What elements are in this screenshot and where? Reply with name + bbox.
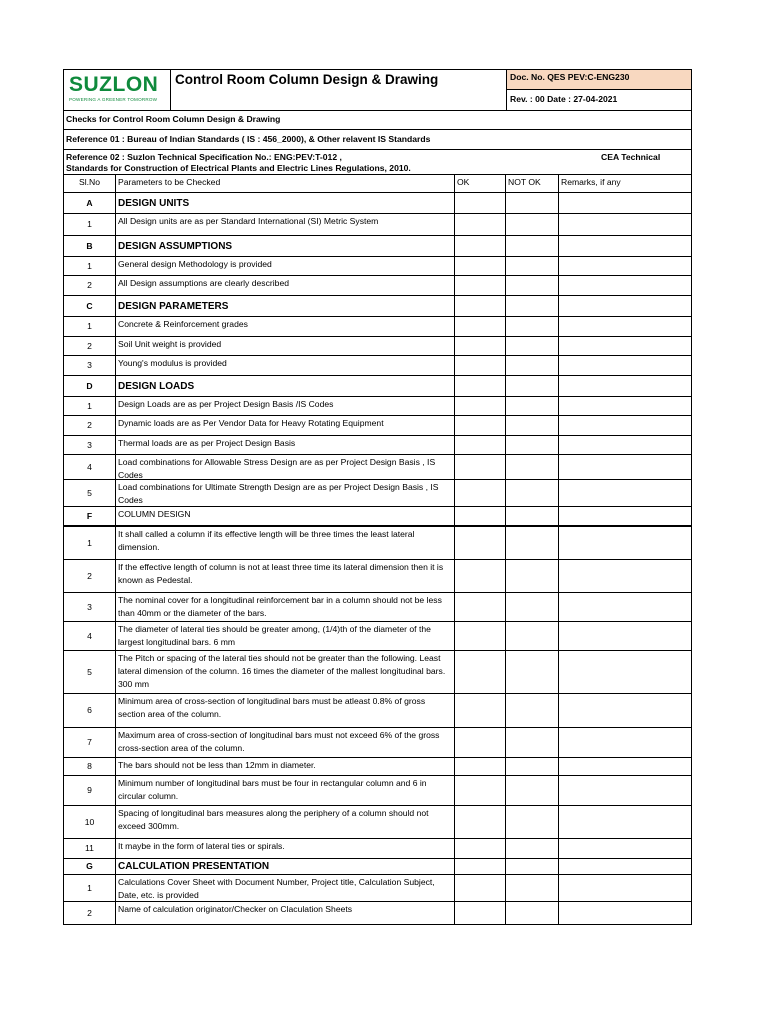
row-number: 4 <box>64 622 116 650</box>
table-row <box>63 902 692 925</box>
remarks-cell[interactable] <box>559 317 691 336</box>
table-row <box>63 839 692 859</box>
table-header-row <box>63 175 692 193</box>
row-number: 9 <box>64 776 116 805</box>
parameter-text: It maybe in the form of lateral ties or spirals. <box>116 839 455 858</box>
remarks-cell[interactable] <box>559 902 691 924</box>
remarks-cell[interactable] <box>559 694 691 727</box>
row-number: 1 <box>64 317 116 336</box>
not-ok-cell[interactable] <box>506 356 559 375</box>
not-ok-cell[interactable] <box>506 758 559 775</box>
not-ok-cell[interactable] <box>506 397 559 415</box>
table-row <box>63 593 692 622</box>
reference-01: Reference 01 : Bureau of Indian Standards ( IS : 456_2000), & Other relavent IS Standards <box>66 134 431 144</box>
row-number: 2 <box>64 337 116 355</box>
ok-cell[interactable] <box>455 728 506 757</box>
row-number: 1 <box>64 875 116 901</box>
ok-cell[interactable] <box>455 507 506 525</box>
row-number: 6 <box>64 694 116 727</box>
not-ok-cell[interactable] <box>506 193 559 213</box>
parameter-text: Calculations Cover Sheet with Document Number, Project title, Calculation Subject, Date, etc. is provided <box>116 875 455 901</box>
ok-cell[interactable] <box>455 593 506 621</box>
parameter-text: If the effective length of column is not at least three time its lateral dimension then it is known as Pedestal. <box>116 560 455 592</box>
parameter-text: Load combinations for Ultimate Strength Design are as per Project Design Basis , IS Codes <box>116 480 455 506</box>
ok-cell[interactable] <box>455 902 506 924</box>
ok-cell[interactable] <box>455 317 506 336</box>
reference-02-line1: Reference 02 : Suzlon Technical Specification No.: ENG:PEV:T-012 , <box>66 152 342 162</box>
not-ok-cell[interactable] <box>506 694 559 727</box>
row-number: 7 <box>64 728 116 757</box>
row-number: 2 <box>64 416 116 435</box>
not-ok-cell[interactable] <box>506 560 559 592</box>
not-ok-cell[interactable] <box>506 337 559 355</box>
parameter-text: Spacing of longitudinal bars measures along the periphery of a column should not exceed 300mm. <box>116 806 455 838</box>
not-ok-cell[interactable] <box>506 296 559 316</box>
parameter-text: The Pitch or spacing of the lateral ties should not be greater than the following. Least lateral dimension of the column. 16 times the diameter of the mallest longitudinal bars. 300 mm <box>116 651 455 693</box>
col-header-ok: OK <box>455 175 506 192</box>
row-number: 2 <box>64 276 116 295</box>
remarks-cell[interactable] <box>559 728 691 757</box>
table-row <box>63 758 692 776</box>
table-row <box>63 875 692 902</box>
parameter-text: All Design assumptions are clearly described <box>116 276 455 295</box>
ok-cell[interactable] <box>455 455 506 479</box>
row-number: D <box>64 376 116 396</box>
parameter-text: Load combinations for Allowable Stress Design are as per Project Design Basis , IS Codes <box>116 455 455 479</box>
row-number: F <box>64 507 116 525</box>
row-number: 1 <box>64 214 116 235</box>
remarks-cell[interactable] <box>559 236 691 256</box>
checks-title: Checks for Control Room Column Design & Drawing <box>66 114 281 124</box>
parameter-text: Young's modulus is provided <box>116 356 455 375</box>
row-number: 8 <box>64 758 116 775</box>
not-ok-cell[interactable] <box>506 728 559 757</box>
table-row <box>63 257 692 276</box>
remarks-cell[interactable] <box>559 527 691 559</box>
ok-cell[interactable] <box>455 193 506 213</box>
logo-wordmark: SUZLON <box>69 73 159 96</box>
section-row <box>63 193 692 214</box>
ok-cell[interactable] <box>455 397 506 415</box>
not-ok-cell[interactable] <box>506 317 559 336</box>
ok-cell[interactable] <box>455 560 506 592</box>
parameter-text: Concrete & Reinforcement grades <box>116 317 455 336</box>
table-row <box>63 214 692 236</box>
row-number: 2 <box>64 560 116 592</box>
section-row <box>63 376 692 397</box>
remarks-cell[interactable] <box>559 560 691 592</box>
remarks-cell[interactable] <box>559 416 691 435</box>
table-row <box>63 416 692 436</box>
not-ok-cell[interactable] <box>506 236 559 256</box>
ok-cell[interactable] <box>455 806 506 838</box>
row-number: C <box>64 296 116 316</box>
row-number: 11 <box>64 839 116 858</box>
remarks-cell[interactable] <box>559 193 691 213</box>
remarks-cell[interactable] <box>559 397 691 415</box>
not-ok-cell[interactable] <box>506 776 559 805</box>
ok-cell[interactable] <box>455 527 506 559</box>
table-row <box>63 397 692 416</box>
section-row <box>63 859 692 875</box>
not-ok-cell[interactable] <box>506 257 559 275</box>
parameter-text: Dynamic loads are as Per Vendor Data for Heavy Rotating Equipment <box>116 416 455 435</box>
not-ok-cell[interactable] <box>506 455 559 479</box>
ok-cell[interactable] <box>455 875 506 901</box>
col-header-remarks: Remarks, if any <box>561 177 621 187</box>
section-title: COLUMN DESIGN <box>116 507 455 525</box>
logo-tagline: POWERING A GREENER TOMORROW <box>69 97 158 102</box>
remarks-cell[interactable] <box>559 480 691 506</box>
ok-cell[interactable] <box>455 651 506 693</box>
ok-cell[interactable] <box>455 337 506 355</box>
ok-cell[interactable] <box>455 376 506 396</box>
section-title: CALCULATION PRESENTATION <box>116 859 455 874</box>
not-ok-cell[interactable] <box>506 622 559 650</box>
row-number: 3 <box>64 356 116 375</box>
not-ok-cell[interactable] <box>506 593 559 621</box>
reference-02-right: CEA Technical <box>601 152 661 162</box>
ok-cell[interactable] <box>455 694 506 727</box>
table-row <box>63 356 692 376</box>
table-row <box>63 337 692 356</box>
col-header-not-ok: NOT OK <box>506 175 559 192</box>
parameter-text: Maximum area of cross-section of longitudinal bars must not exceed 6% of the gross cross-section area of the column. <box>116 728 455 757</box>
not-ok-cell[interactable] <box>506 416 559 435</box>
table-row <box>63 651 692 694</box>
document-title: Control Room Column Design & Drawing <box>171 70 507 110</box>
ok-cell[interactable] <box>455 296 506 316</box>
table-row <box>63 455 692 480</box>
table-row <box>63 527 692 560</box>
remarks-cell[interactable] <box>559 651 691 693</box>
parameter-text: Soil Unit weight is provided <box>116 337 455 355</box>
section-title: DESIGN ASSUMPTIONS <box>116 236 455 256</box>
parameter-text: The nominal cover for a longitudinal reinforcement bar in a column should not be less than 40mm or the diameter of the bars. <box>116 593 455 621</box>
checks-title-row <box>63 111 692 130</box>
row-number: 10 <box>64 806 116 838</box>
section-title: DESIGN UNITS <box>116 193 455 213</box>
remarks-cell[interactable] <box>559 436 691 454</box>
ok-cell[interactable] <box>455 257 506 275</box>
row-number: 4 <box>64 455 116 479</box>
table-row <box>63 317 692 337</box>
reference-01-row <box>63 130 692 150</box>
parameter-text: General design Methodology is provided <box>116 257 455 275</box>
ok-cell[interactable] <box>455 436 506 454</box>
not-ok-cell[interactable] <box>506 839 559 858</box>
not-ok-cell[interactable] <box>506 276 559 295</box>
not-ok-cell[interactable] <box>506 527 559 559</box>
parameter-text: It shall called a column if its effective length will be three times the least lateral dimension. <box>116 527 455 559</box>
row-number: 1 <box>64 527 116 559</box>
remarks-cell[interactable] <box>559 875 691 901</box>
reference-02-line2: Standards for Construction of Electrical Plants and Electric Lines Regulations, 2010. <box>66 163 411 173</box>
remarks-cell[interactable] <box>559 276 691 295</box>
table-row <box>63 622 692 651</box>
row-number: A <box>64 193 116 213</box>
ok-cell[interactable] <box>455 839 506 858</box>
row-number: G <box>64 859 116 874</box>
remarks-cell[interactable] <box>559 356 691 375</box>
remarks-cell[interactable] <box>559 214 691 235</box>
remarks-cell[interactable] <box>559 806 691 838</box>
company-logo <box>64 70 171 110</box>
row-number: 2 <box>64 902 116 924</box>
table-row <box>63 276 692 296</box>
section-title: DESIGN LOADS <box>116 376 455 396</box>
not-ok-cell[interactable] <box>506 902 559 924</box>
ok-cell[interactable] <box>455 356 506 375</box>
ok-cell[interactable] <box>455 776 506 805</box>
parameter-text: The diameter of lateral ties should be greater among, (1/4)th of the diameter of the largest longitudinal bars. 6 mm <box>116 622 455 650</box>
table-row <box>63 436 692 455</box>
checklist-rows <box>63 193 692 925</box>
parameter-text: Design Loads are as per Project Design Basis /IS Codes <box>116 397 455 415</box>
remarks-cell[interactable] <box>559 839 691 858</box>
section-title: DESIGN PARAMETERS <box>116 296 455 316</box>
revision-date: Rev. : 00 Date : 27-04-2021 <box>510 94 618 104</box>
row-number: 5 <box>64 480 116 506</box>
not-ok-cell[interactable] <box>506 651 559 693</box>
row-number: 3 <box>64 593 116 621</box>
not-ok-cell[interactable] <box>506 480 559 506</box>
not-ok-cell[interactable] <box>506 436 559 454</box>
ok-cell[interactable] <box>455 236 506 256</box>
table-row <box>63 560 692 593</box>
parameter-text: Minimum number of longitudinal bars must be four in rectangular column and 6 in circular column. <box>116 776 455 805</box>
ok-cell[interactable] <box>455 416 506 435</box>
row-number: 3 <box>64 436 116 454</box>
parameter-text: All Design units are as per Standard International (SI) Metric System <box>116 214 455 235</box>
row-number: 1 <box>64 397 116 415</box>
ok-cell[interactable] <box>455 859 506 874</box>
not-ok-cell[interactable] <box>506 806 559 838</box>
parameter-text: The bars should not be less than 12mm in diameter. <box>116 758 455 775</box>
section-row <box>63 507 692 527</box>
remarks-cell[interactable] <box>559 593 691 621</box>
table-row <box>63 776 692 806</box>
ok-cell[interactable] <box>455 622 506 650</box>
parameter-text: Name of calculation originator/Checker on Claculation Sheets <box>116 902 455 924</box>
section-row <box>63 236 692 257</box>
ok-cell[interactable] <box>455 214 506 235</box>
parameter-text: Thermal loads are as per Project Design Basis <box>116 436 455 454</box>
row-number: 1 <box>64 257 116 275</box>
row-number: B <box>64 236 116 256</box>
remarks-cell[interactable] <box>559 507 691 525</box>
ok-cell[interactable] <box>455 480 506 506</box>
remarks-cell[interactable] <box>559 376 691 396</box>
not-ok-cell[interactable] <box>506 859 559 874</box>
ok-cell[interactable] <box>455 758 506 775</box>
document-meta <box>507 70 691 110</box>
table-row <box>63 694 692 728</box>
table-row <box>63 728 692 758</box>
not-ok-cell[interactable] <box>506 875 559 901</box>
remarks-cell[interactable] <box>559 859 691 874</box>
table-row <box>63 480 692 507</box>
document-number: Doc. No. QES PEV:C-ENG230 <box>507 70 691 90</box>
not-ok-cell[interactable] <box>506 507 559 525</box>
remarks-cell[interactable] <box>559 296 691 316</box>
checklist-sheet <box>63 69 692 925</box>
not-ok-cell[interactable] <box>506 376 559 396</box>
remarks-cell[interactable] <box>559 776 691 805</box>
row-number: 5 <box>64 651 116 693</box>
reference-02-row <box>63 150 692 175</box>
remarks-cell[interactable] <box>559 455 691 479</box>
section-row <box>63 296 692 317</box>
remarks-cell[interactable] <box>559 622 691 650</box>
table-row <box>63 806 692 839</box>
col-header-sl-no: Sl.No <box>64 175 116 192</box>
parameter-text: Minimum area of cross-section of longitudinal bars must be atleast 0.8% of gross section area of the column. <box>116 694 455 727</box>
document-header <box>63 69 692 111</box>
not-ok-cell[interactable] <box>506 214 559 235</box>
col-header-parameters: Parameters to be Checked <box>116 175 455 192</box>
remarks-cell[interactable] <box>559 337 691 355</box>
ok-cell[interactable] <box>455 276 506 295</box>
remarks-cell[interactable] <box>559 758 691 775</box>
remarks-cell[interactable] <box>559 257 691 275</box>
